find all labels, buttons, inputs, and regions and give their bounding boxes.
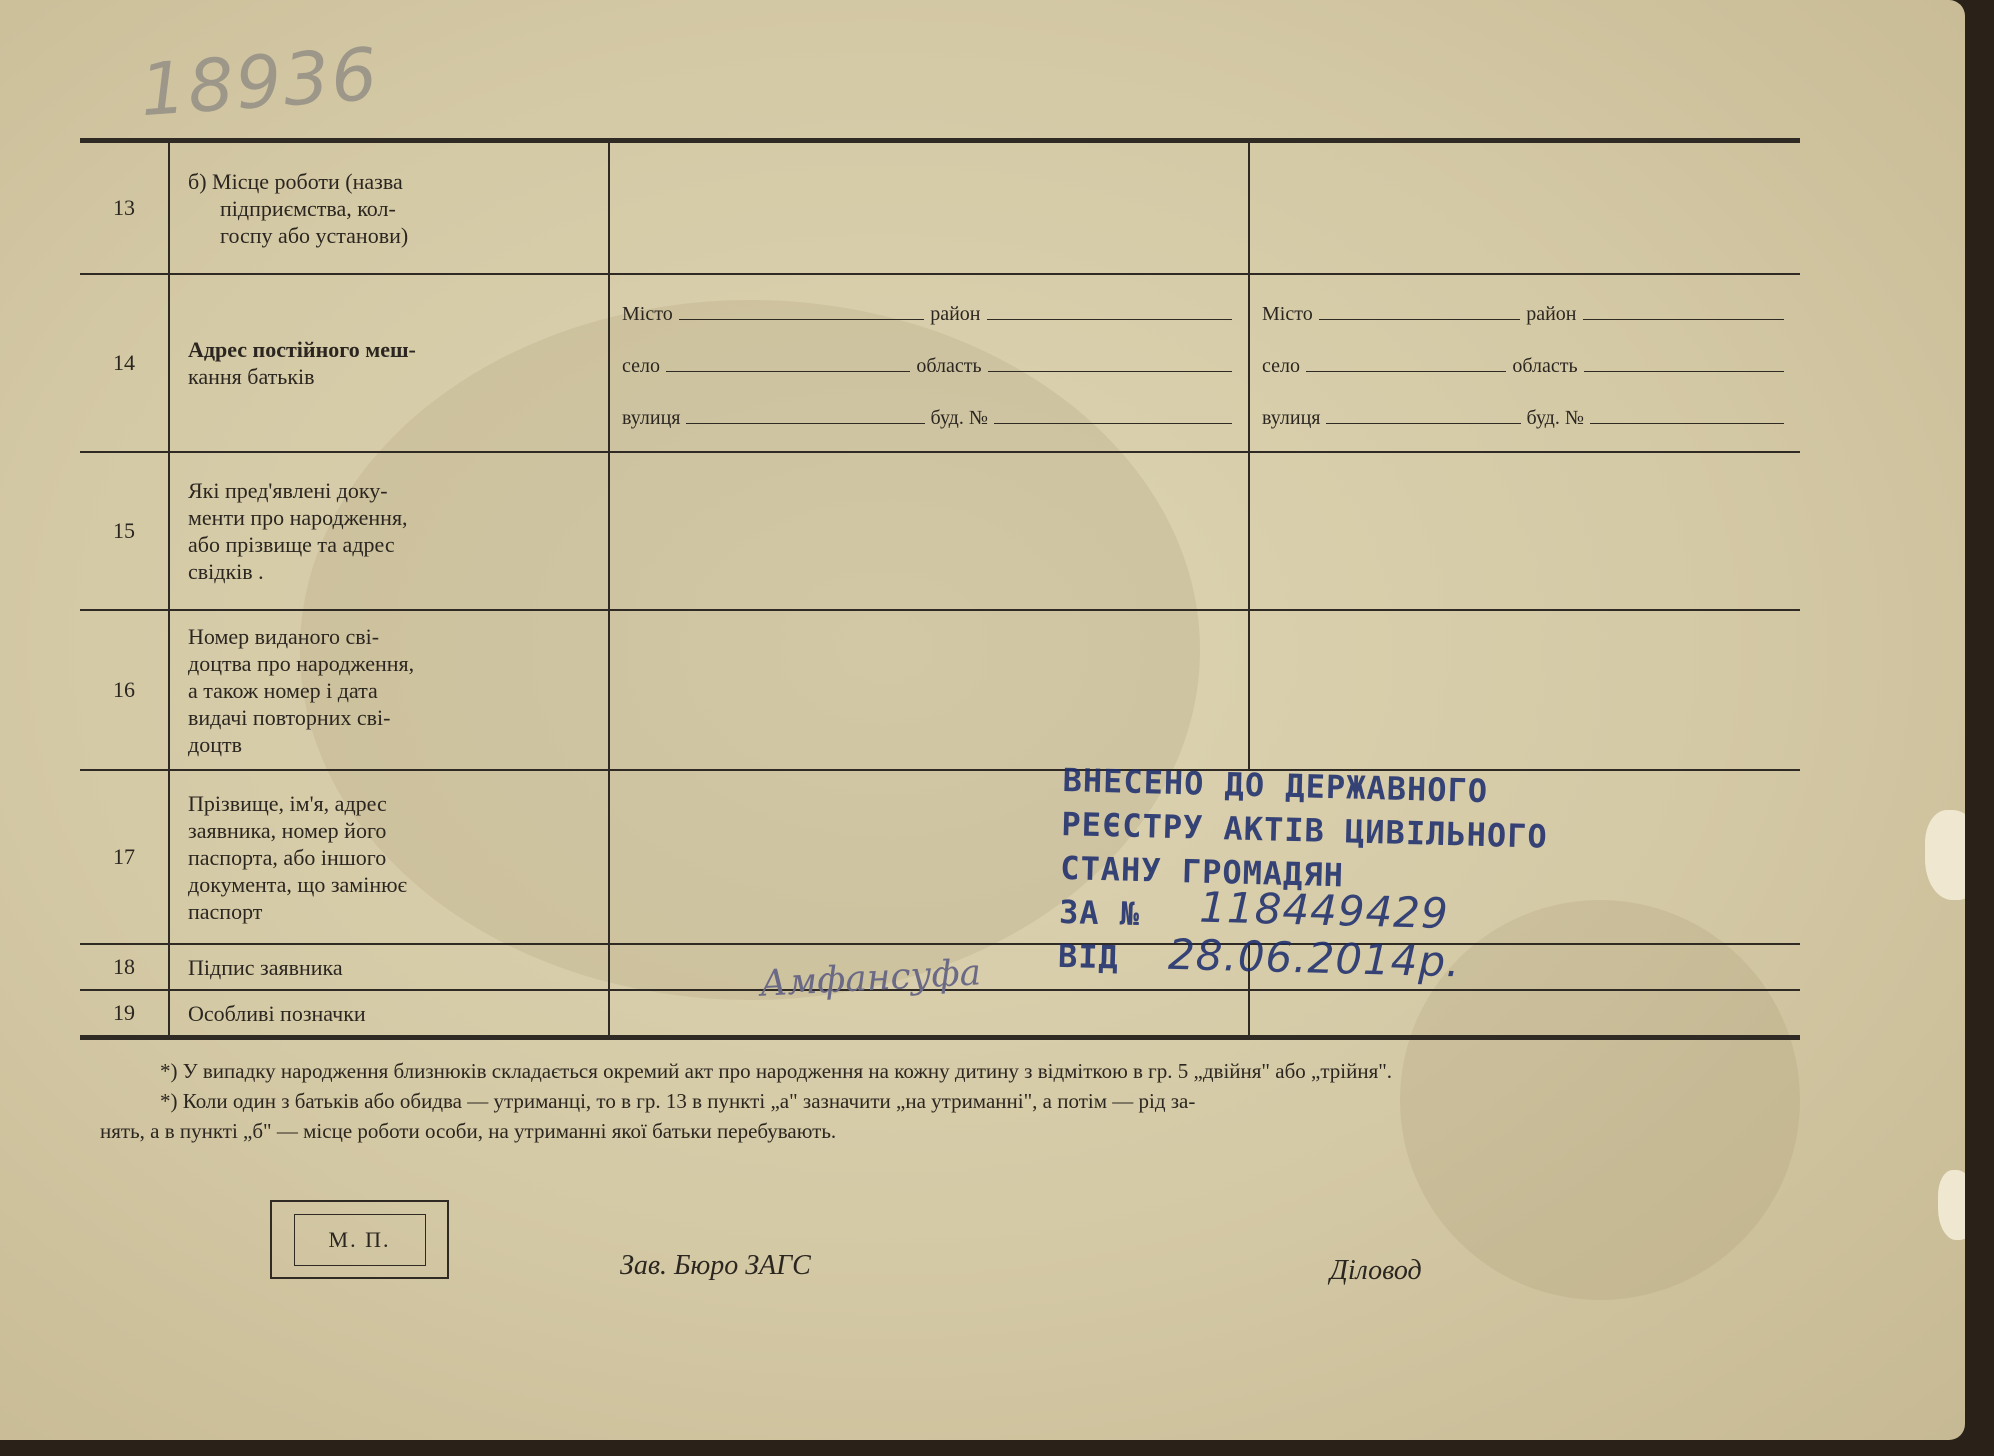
row-number: 16 bbox=[113, 677, 135, 702]
registry-stamp bbox=[1047, 761, 1613, 1006]
row-number: 15 bbox=[113, 518, 135, 543]
address-line-village bbox=[622, 355, 1238, 378]
stamp-line-1: ВНЕСЕНО ДО ДЕРЖАВНОГО bbox=[1062, 760, 1489, 811]
row-label bbox=[168, 991, 608, 1035]
row-label bbox=[168, 143, 608, 273]
label-line: заявника, номер його bbox=[188, 817, 387, 843]
mother-address-cell bbox=[1248, 275, 1802, 451]
label-line: Адрес постійного меш- bbox=[188, 337, 416, 362]
father-column-cell bbox=[608, 143, 1250, 273]
form-row-14 bbox=[80, 275, 1800, 453]
footnotes bbox=[100, 1056, 1820, 1146]
stamp-date-value: 28.06.2014р. bbox=[1167, 929, 1462, 987]
house-label: буд. № bbox=[930, 407, 988, 429]
label-line: документа, що замінює bbox=[188, 871, 407, 897]
father-column-cell bbox=[608, 611, 1250, 769]
archive-number: 18936 bbox=[137, 31, 382, 133]
fill-line bbox=[1319, 305, 1521, 320]
seal-place-label: М. П. bbox=[294, 1214, 426, 1266]
label-line: підприємства, кол- bbox=[220, 195, 396, 221]
row-label bbox=[168, 453, 608, 609]
label-line: Які пред'явлені доку- bbox=[188, 478, 388, 503]
label-line: кання батьків bbox=[188, 364, 315, 389]
label-line: паспорт bbox=[188, 898, 263, 924]
row-label bbox=[168, 771, 608, 943]
fill-line bbox=[1583, 305, 1785, 320]
fill-line bbox=[679, 305, 925, 320]
row-label bbox=[168, 611, 608, 769]
fill-line bbox=[1590, 409, 1784, 424]
fill-line bbox=[666, 357, 910, 372]
label-line: Особливі позначки bbox=[188, 1000, 366, 1026]
stamp-number-value: 118449429 bbox=[1198, 882, 1450, 939]
label-line: доцтв bbox=[188, 731, 242, 757]
stamp-number-label: ЗА № bbox=[1058, 892, 1141, 934]
street-label: вулиця bbox=[1262, 407, 1321, 429]
seal-place-box bbox=[270, 1200, 449, 1279]
label-line: або прізвище та адрес bbox=[188, 532, 395, 557]
region-label: область bbox=[1512, 355, 1578, 377]
address-line-street bbox=[622, 407, 1238, 430]
label-line: свідків . bbox=[188, 559, 264, 584]
footnote-twins: *) У випадку народження близнюків складається окремий акт про народження на кожну дитину з відміткою в гр. 5 „двійня" або „трійня". bbox=[160, 1059, 1393, 1083]
label-line: а також номер і дата bbox=[188, 677, 378, 703]
house-label: буд. № bbox=[1526, 407, 1584, 429]
label-line: менти про народження, bbox=[188, 505, 408, 530]
label-line: Прізвище, ім'я, адрес bbox=[188, 790, 387, 816]
fill-line bbox=[1306, 357, 1506, 372]
father-address-cell bbox=[608, 275, 1250, 451]
label-line: б) Місце роботи (назва bbox=[188, 168, 403, 194]
fill-line bbox=[1326, 409, 1520, 424]
city-label: Місто bbox=[1262, 303, 1313, 325]
address-line-city bbox=[1262, 303, 1790, 326]
row-number: 14 bbox=[113, 350, 135, 375]
street-label: вулиця bbox=[622, 407, 681, 429]
address-line-city bbox=[622, 303, 1238, 326]
row-number: 19 bbox=[113, 1000, 135, 1025]
row-number: 18 bbox=[113, 954, 135, 979]
mother-column-cell bbox=[1248, 611, 1802, 769]
district-label: район bbox=[930, 303, 981, 325]
address-line-street bbox=[1262, 407, 1790, 430]
mother-column-cell bbox=[1248, 143, 1802, 273]
stamp-line-2: РЕЄСТРУ АКТІВ ЦИВІЛЬНОГО bbox=[1060, 804, 1549, 856]
form-row-15 bbox=[80, 453, 1800, 611]
fill-line bbox=[988, 357, 1232, 372]
father-column-cell bbox=[608, 453, 1250, 609]
label-line: госпу або установи) bbox=[220, 222, 409, 248]
footnote-dependents-cont: нять, а в пункті „б" — місце роботи особи, на утриманні якої батьки перебувають. bbox=[100, 1119, 837, 1143]
label-line: видачі повторних сві- bbox=[188, 704, 391, 730]
row-label bbox=[168, 275, 608, 451]
footnote-dependents: *) Коли один з батьків або обидва — утриманці, то в гр. 13 в пункті „а" зазначити „на утриманні", а потім — рід за- bbox=[160, 1089, 1196, 1113]
fill-line bbox=[987, 305, 1233, 320]
row-number: 13 bbox=[113, 195, 135, 220]
village-label: село bbox=[1262, 355, 1300, 377]
row-number: 17 bbox=[113, 844, 135, 869]
label-line: паспорта, або іншого bbox=[188, 844, 387, 870]
torn-edge bbox=[1925, 810, 1965, 900]
torn-edge bbox=[1938, 1170, 1965, 1240]
village-label: село bbox=[622, 355, 660, 377]
form-row-16 bbox=[80, 611, 1800, 771]
mother-column-cell bbox=[1248, 453, 1802, 609]
label-line: доцтва про народження, bbox=[188, 650, 415, 676]
region-label: область bbox=[916, 355, 982, 377]
fill-line bbox=[994, 409, 1232, 424]
fill-line bbox=[686, 409, 924, 424]
city-label: Місто bbox=[622, 303, 673, 325]
head-signature-label: Зав. Бюро ЗАГС bbox=[620, 1250, 811, 1281]
fill-line bbox=[1584, 357, 1784, 372]
clerk-signature-label: Діловод bbox=[1330, 1255, 1422, 1286]
label-line: Підпис заявника bbox=[188, 954, 343, 980]
form-row-13 bbox=[80, 138, 1800, 275]
district-label: район bbox=[1526, 303, 1577, 325]
label-line: Номер виданого сві- bbox=[188, 623, 380, 649]
stamp-line-3: СТАНУ ГРОМАДЯН bbox=[1059, 848, 1345, 895]
stamp-date-label: ВІД bbox=[1057, 936, 1120, 977]
applicant-handwritten-signature: Амфансуфа bbox=[759, 952, 983, 1005]
father-column-cell bbox=[608, 991, 1250, 1035]
row-label bbox=[168, 945, 608, 989]
address-line-village bbox=[1262, 355, 1790, 378]
